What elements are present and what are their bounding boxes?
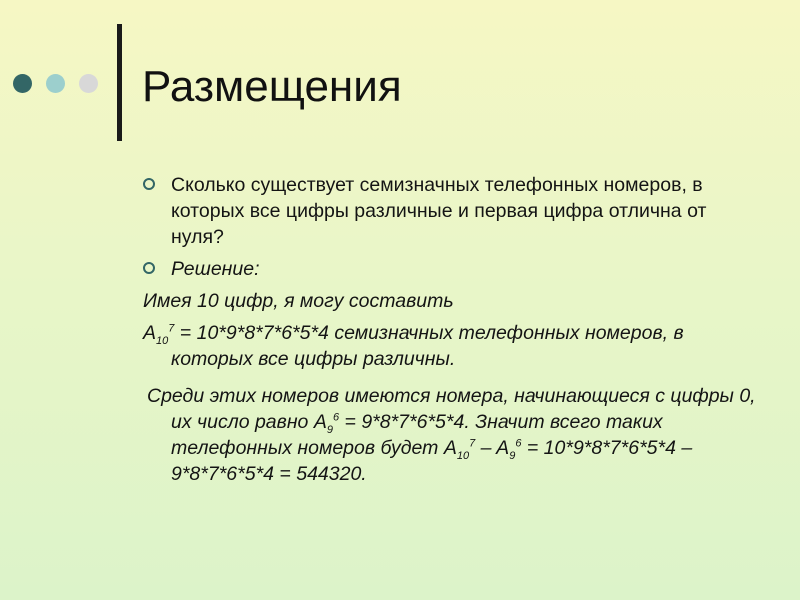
formula-a: A — [143, 322, 157, 344]
slide-body — [143, 172, 763, 372]
para-text-2: = 9*8*7*6*5*4. Значит всего таких телефонных номеров будет A — [171, 411, 663, 459]
bullet-ring-icon — [143, 262, 155, 274]
formula-sub: 10 — [156, 334, 169, 347]
para-sup-3: 6 — [515, 437, 522, 450]
para-sub-2: 10 — [456, 449, 470, 462]
decorative-dots — [13, 74, 98, 93]
para-sub-1: 9 — [326, 423, 333, 436]
question-text: Сколько существует семизначных телефонных номеров, в которых все цифры различные и первая цифра отлична от нуля? — [171, 174, 707, 248]
title-divider — [117, 24, 122, 141]
para-text-4: = 10*9*8*7*6*5*4 – 9*8*7*6*5*4 = 544320. — [171, 437, 693, 485]
para-sub-3: 9 — [509, 449, 516, 462]
dot-icon-dark — [13, 74, 32, 93]
question-bullet — [143, 172, 763, 250]
para-sup-2: 7 — [469, 437, 476, 450]
solution-line-2 — [143, 320, 763, 372]
formula-sup: 7 — [168, 322, 175, 335]
solution-paragraph — [147, 383, 771, 487]
slide-title: Размещения — [142, 62, 402, 111]
para-text-3: – A — [475, 437, 510, 459]
para-sup-1: 6 — [332, 411, 340, 424]
dot-icon-gray — [79, 74, 98, 93]
solution-bullet — [143, 256, 763, 282]
bullet-ring-icon — [143, 178, 155, 190]
solution-line-1: Имея 10 цифр, я могу составить — [143, 290, 454, 312]
formula-rest: = 10*9*8*7*6*5*4 семизначных телефонных номеров, в которых все цифры различны. — [171, 322, 684, 370]
dot-icon-light — [46, 74, 65, 93]
solution-label: Решение: — [171, 258, 260, 280]
para-text-1: Среди этих номеров имеются номера, начинающиеся с цифры 0, их число равно A — [147, 385, 756, 433]
